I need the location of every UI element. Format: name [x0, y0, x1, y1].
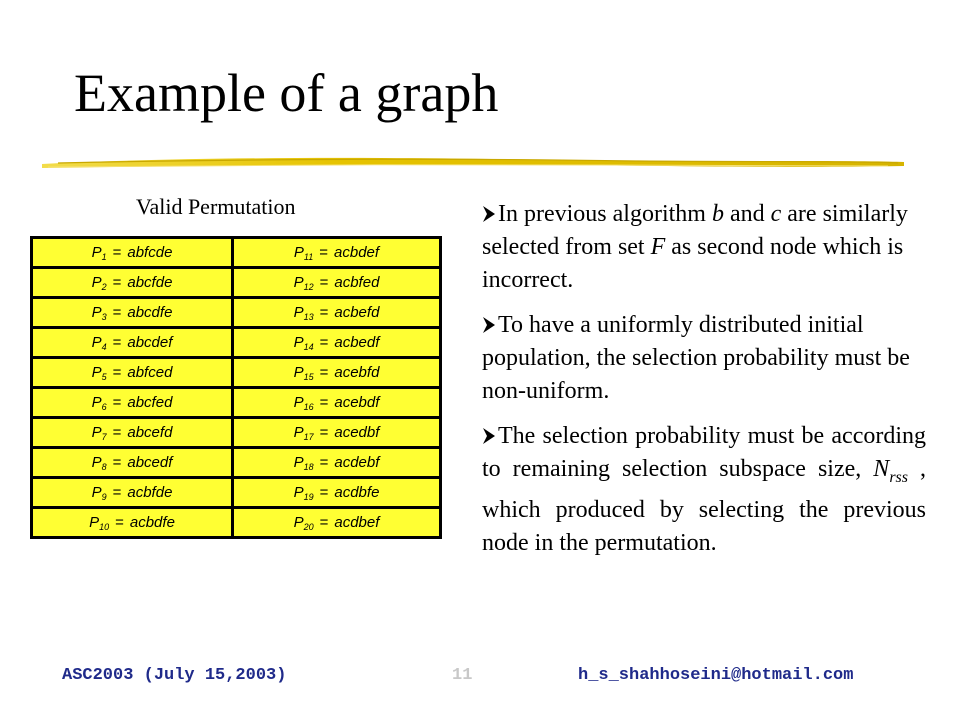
- permutation-symbol: P: [89, 513, 100, 531]
- permutation-value: acbfde: [127, 483, 173, 501]
- permutation-expression: [294, 424, 380, 441]
- permutation-expression: [92, 274, 173, 291]
- permutation-cell-left: [32, 238, 233, 268]
- permutation-cell-right: [233, 358, 441, 388]
- permutation-cell-left: [32, 448, 233, 478]
- permutation-symbol: P: [91, 333, 102, 351]
- nrss-symbol: N: [873, 456, 890, 482]
- permutation-index: 12: [303, 281, 314, 292]
- table-row: [32, 448, 441, 478]
- equals-sign: =: [319, 243, 329, 261]
- permutation-value: abcfed: [127, 393, 173, 411]
- permutation-cell-right: [233, 418, 441, 448]
- permutation-value: acebfd: [334, 363, 380, 381]
- bullet-3-text-a: The selection probability must be according to remaining selection subspace size,: [482, 423, 926, 482]
- table-caption: Valid Permutation: [136, 194, 296, 219]
- footer-page-number: 11: [452, 666, 473, 685]
- permutation-symbol: P: [91, 483, 102, 501]
- nrss-subscript: rss: [889, 468, 908, 486]
- permutation-expression: [294, 334, 380, 351]
- permutation-symbol: P: [293, 303, 304, 321]
- title-underline-decoration: [38, 148, 908, 174]
- bullet-1-text-a: In previous algorithm: [498, 201, 712, 227]
- bullet-item-1: [482, 198, 926, 297]
- equals-sign: =: [319, 453, 329, 471]
- table-row: [32, 358, 441, 388]
- permutation-index: 3: [101, 311, 107, 322]
- bullet-item-2: [482, 309, 926, 408]
- permutation-symbol: P: [91, 363, 102, 381]
- equals-sign: =: [112, 333, 122, 351]
- permutation-value: abcfde: [127, 273, 173, 291]
- bullet-1-text-d: as second node which is incorrect.: [482, 234, 904, 293]
- permutation-cell-right: [233, 268, 441, 298]
- equals-sign: =: [319, 273, 329, 291]
- permutation-value: acbdef: [334, 243, 380, 261]
- permutation-index: 20: [303, 521, 314, 532]
- equals-sign: =: [112, 273, 122, 291]
- permutation-cell-left: [32, 298, 233, 328]
- permutation-index: 4: [101, 341, 107, 352]
- permutation-symbol: P: [293, 393, 304, 411]
- permutation-value: acbefd: [334, 303, 380, 321]
- permutation-expression: [92, 334, 173, 351]
- table-row: [32, 328, 441, 358]
- permutation-expression: [294, 244, 379, 261]
- permutation-symbol: P: [293, 363, 304, 381]
- equals-sign: =: [112, 303, 122, 321]
- permutation-cell-left: [32, 478, 233, 508]
- permutation-expression: [294, 274, 380, 291]
- permutation-value: acdbfe: [334, 483, 380, 501]
- table-row: [32, 418, 441, 448]
- slide-title: Example of a graph: [74, 63, 499, 123]
- equals-sign: =: [112, 483, 122, 501]
- permutation-expression: [92, 394, 173, 411]
- arrow-bullet-icon: [482, 198, 496, 231]
- permutation-value: acedbf: [334, 423, 380, 441]
- permutation-expression: [294, 514, 380, 531]
- permutation-symbol: P: [293, 453, 304, 471]
- bullet-3-var-nrss: [873, 456, 908, 486]
- permutation-cell-left: [32, 268, 233, 298]
- table-row: [32, 508, 441, 538]
- equals-sign: =: [112, 363, 122, 381]
- permutation-cell-right: [233, 508, 441, 538]
- footer-email: h_s_shahhoseini@hotmail.com: [578, 666, 854, 685]
- permutation-symbol: P: [293, 483, 304, 501]
- permutation-table: [30, 236, 442, 539]
- permutation-symbol: P: [91, 273, 102, 291]
- permutation-index: 6: [101, 401, 107, 412]
- permutation-expression: [294, 364, 380, 381]
- permutation-symbol: P: [91, 453, 102, 471]
- permutation-cell-left: [32, 358, 233, 388]
- bullet-1-var-b: b: [711, 201, 724, 227]
- permutation-value: abcdef: [127, 333, 173, 351]
- permutation-symbol: P: [293, 333, 304, 351]
- permutation-value: acebdf: [334, 393, 380, 411]
- arrow-bullet-icon: [482, 420, 496, 453]
- permutation-value: abfced: [127, 363, 173, 381]
- permutation-index: 10: [99, 521, 110, 532]
- table-row: [32, 268, 441, 298]
- permutation-expression: [294, 394, 380, 411]
- permutation-expression: [89, 514, 175, 531]
- table-row: [32, 238, 441, 268]
- permutation-symbol: P: [293, 513, 304, 531]
- permutation-value: abcefd: [127, 423, 173, 441]
- bullet-1-text-b: and: [723, 201, 771, 227]
- permutation-symbol: P: [91, 393, 102, 411]
- equals-sign: =: [319, 513, 329, 531]
- equals-sign: =: [112, 423, 122, 441]
- permutation-index: 5: [101, 371, 107, 382]
- permutation-expression: [294, 304, 380, 321]
- equals-sign: =: [112, 393, 122, 411]
- permutation-expression: [92, 364, 173, 381]
- permutation-index: 9: [101, 491, 107, 502]
- equals-sign: =: [319, 483, 329, 501]
- footer-conference: ASC2003 (July 15,2003): [62, 666, 287, 685]
- equals-sign: =: [115, 513, 124, 531]
- permutation-symbol: P: [293, 423, 304, 441]
- equals-sign: =: [319, 363, 329, 381]
- permutation-index: 7: [101, 431, 107, 442]
- permutation-cell-right: [233, 298, 441, 328]
- permutation-expression: [294, 484, 380, 501]
- permutation-index: 15: [303, 371, 314, 382]
- bullet-1-text-c: are similarly selected from set: [482, 201, 908, 260]
- permutation-symbol: P: [91, 423, 102, 441]
- bullet-2-text: To have a uniformly distributed initial population, the selection probability must be non-uniform.: [482, 312, 910, 404]
- permutation-index: 17: [303, 431, 314, 442]
- permutation-index: 13: [303, 311, 314, 322]
- permutation-value: abfcde: [127, 243, 173, 261]
- equals-sign: =: [112, 243, 122, 261]
- permutation-cell-left: [32, 418, 233, 448]
- table-row: [32, 478, 441, 508]
- permutation-cell-left: [32, 508, 233, 538]
- bullet-list: [482, 198, 926, 560]
- permutation-expression: [92, 244, 173, 261]
- permutation-index: 1: [101, 251, 107, 262]
- permutation-value: acdbef: [334, 513, 380, 531]
- bullet-3-text-b: , which produced by selecting the previous node in the permutation.: [482, 456, 927, 556]
- permutation-index: 18: [303, 461, 314, 472]
- equals-sign: =: [319, 423, 329, 441]
- equals-sign: =: [319, 393, 329, 411]
- permutation-cell-left: [32, 328, 233, 358]
- permutation-symbol: P: [91, 243, 102, 261]
- table-row: [32, 298, 441, 328]
- permutation-expression: [92, 304, 173, 321]
- permutation-expression: [92, 424, 173, 441]
- permutation-symbol: P: [293, 243, 304, 261]
- permutation-value: acbfed: [334, 273, 380, 291]
- permutation-index: 2: [101, 281, 107, 292]
- bullet-1-var-f: F: [650, 234, 666, 260]
- permutation-index: 8: [101, 461, 107, 472]
- permutation-value: acdebf: [334, 453, 380, 471]
- permutation-index: 19: [303, 491, 314, 502]
- permutation-cell-right: [233, 478, 441, 508]
- permutation-value: abcdfe: [127, 303, 173, 321]
- permutation-value: acbdfe: [129, 513, 175, 531]
- permutation-index: 16: [303, 401, 314, 412]
- permutation-value: abcedf: [127, 453, 173, 471]
- permutation-index: 11: [303, 251, 314, 262]
- bullet-1-var-c: c: [770, 201, 782, 227]
- permutation-cell-left: [32, 388, 233, 418]
- equals-sign: =: [319, 333, 329, 351]
- permutation-cell-right: [233, 328, 441, 358]
- arrow-bullet-icon: [482, 309, 496, 342]
- permutation-expression: [92, 454, 173, 471]
- permutation-cell-right: [233, 388, 441, 418]
- equals-sign: =: [319, 303, 329, 321]
- permutation-cell-right: [233, 238, 441, 268]
- permutation-index: 14: [303, 341, 314, 352]
- permutation-expression: [294, 454, 380, 471]
- permutation-value: acbedf: [334, 333, 380, 351]
- permutation-symbol: P: [91, 303, 102, 321]
- equals-sign: =: [112, 453, 122, 471]
- bullet-item-3: [482, 420, 926, 560]
- permutation-cell-right: [233, 448, 441, 478]
- table-row: [32, 388, 441, 418]
- permutation-symbol: P: [293, 273, 304, 291]
- permutation-expression: [92, 484, 173, 501]
